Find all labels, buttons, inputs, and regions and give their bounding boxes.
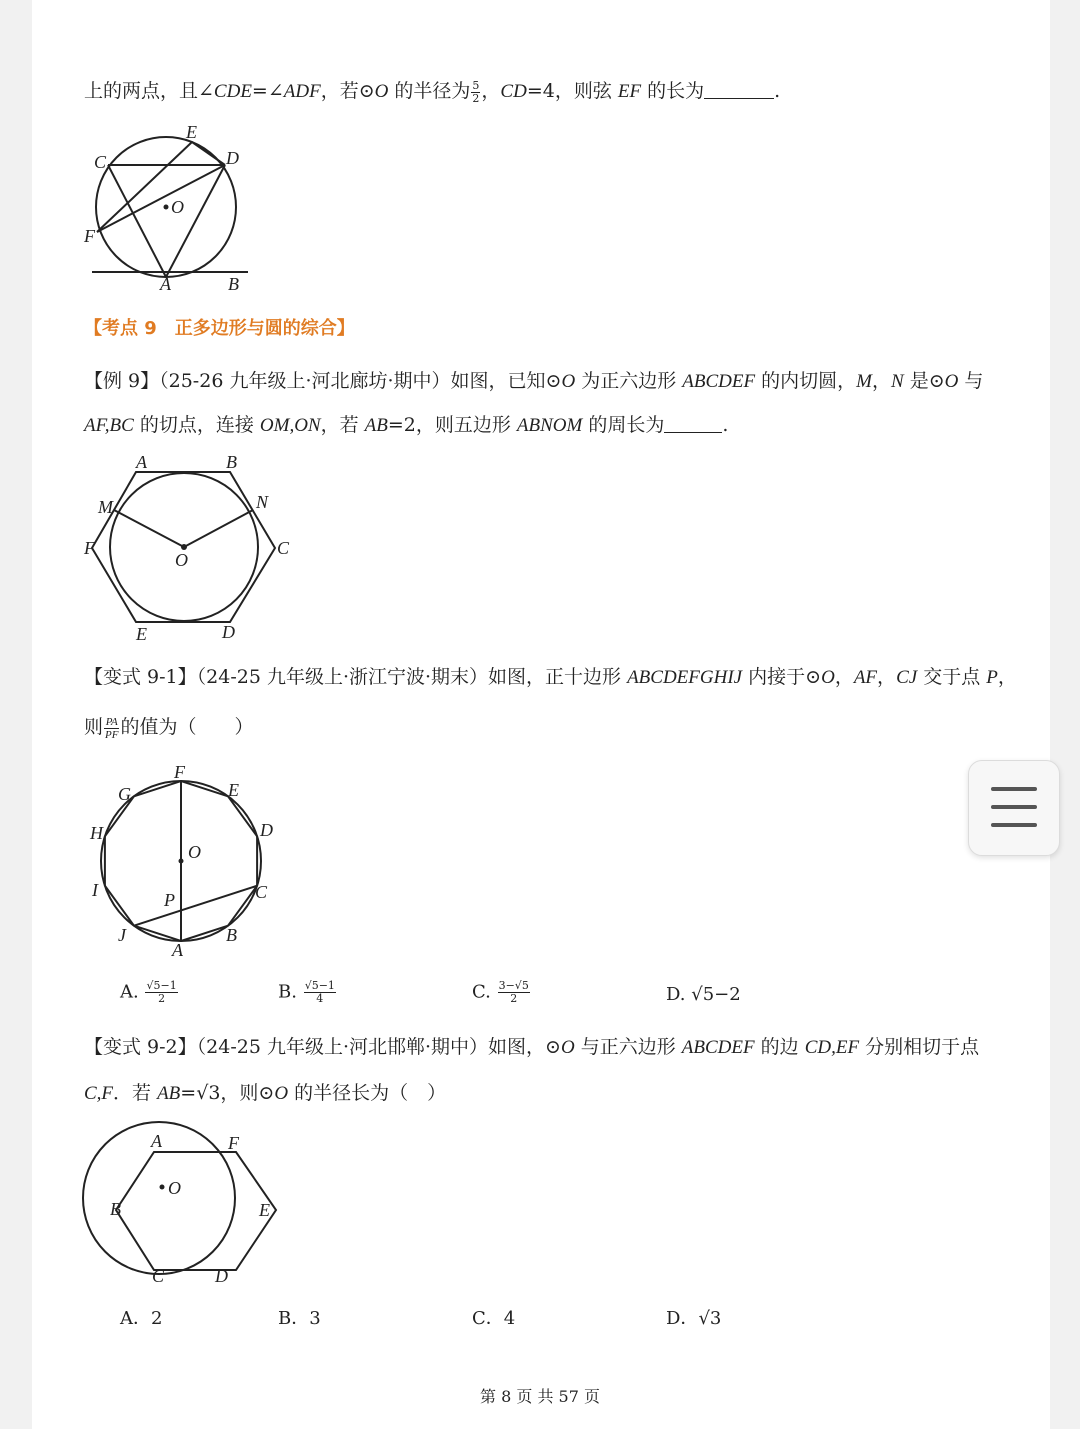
text: 内接于⊙ [742, 666, 822, 688]
text: O [821, 667, 835, 688]
option-c[interactable] [472, 980, 531, 1005]
label-g: G [118, 784, 131, 804]
hexagon-abcdef [116, 1152, 276, 1270]
text: 的半径长为（ ） [288, 1082, 447, 1104]
chord-da [166, 165, 225, 277]
text: =4，则弦 [526, 80, 618, 102]
answer-blank [704, 80, 774, 99]
answer-blank [664, 414, 722, 433]
text: AF [853, 667, 878, 688]
fraction [471, 80, 480, 105]
section-heading: 【考点 9 正多边形与圆的综合】 [84, 318, 355, 339]
label-c: C [94, 152, 107, 172]
option-c[interactable] [472, 1304, 515, 1330]
label-d: D [215, 1266, 228, 1286]
center-dot [160, 1185, 165, 1190]
segment-cj [134, 886, 257, 926]
segments-om-on [114, 510, 253, 547]
text: ABCDEF [682, 371, 756, 392]
text: AB [364, 415, 388, 436]
option-b[interactable] [278, 980, 337, 1005]
label-b: B [228, 274, 239, 294]
text: 交于点 [917, 666, 987, 688]
text: C,F [84, 1083, 114, 1104]
fraction [304, 980, 336, 1005]
text: O [944, 371, 959, 392]
option-a[interactable] [120, 1304, 162, 1330]
center-dot [179, 859, 184, 864]
denominator: 4 [316, 992, 324, 1005]
option-value: 2 [151, 1308, 163, 1329]
hamburger-icon [991, 823, 1037, 827]
fraction [498, 980, 530, 1005]
text: ABCDEFGHIJ [627, 667, 743, 688]
text: M [856, 371, 872, 392]
label-f: F [228, 1133, 239, 1153]
text: CD,EF [804, 1037, 860, 1058]
label-a: A [136, 452, 147, 472]
label-o: O [175, 550, 188, 570]
text: N [891, 371, 904, 392]
label-a: A [160, 274, 171, 294]
label-m: M [98, 497, 113, 517]
label-a: A [172, 940, 183, 960]
text: O [374, 81, 389, 102]
text: ABCDEF [681, 1037, 755, 1058]
question-8-tail [84, 78, 780, 105]
text: P [986, 667, 998, 688]
option-label: A. [120, 981, 139, 1003]
label-e: E [228, 780, 239, 800]
label-e: E [136, 624, 147, 644]
text: ，若 [320, 414, 365, 436]
text: ADF [283, 81, 321, 102]
text: 与正六边形 [574, 1036, 682, 1058]
numerator: 3−√5 [498, 979, 529, 992]
option-value: 4 [503, 1308, 516, 1329]
chord-df [97, 165, 225, 232]
text: ， [834, 666, 854, 688]
example-9-line1 [84, 368, 983, 395]
option-label: A． [120, 1308, 151, 1329]
label-i: I [92, 880, 98, 900]
center-dot [164, 205, 169, 210]
text: 分别相切于点 [859, 1036, 980, 1058]
option-label: D. [666, 984, 686, 1005]
text: 则 [84, 716, 104, 738]
option-label: B． [278, 1308, 310, 1329]
label-f: F [84, 538, 95, 558]
label-o: O [171, 197, 184, 217]
text: 的周长为 [582, 414, 665, 436]
text: ， [481, 80, 501, 102]
text: 的内切圆， [755, 370, 857, 392]
text: 的切点，连接 [133, 414, 260, 436]
label-d: D [260, 820, 273, 840]
label-h: H [90, 823, 103, 843]
text: O [561, 371, 576, 392]
option-d[interactable] [666, 1304, 721, 1330]
text: EF [617, 81, 642, 102]
text: =2，则五边形 [387, 414, 517, 436]
figure-circle-tangent [80, 120, 270, 300]
option-value: 3 [309, 1308, 321, 1329]
denominator: PF [105, 728, 119, 741]
text: 【例 9】（25-26 九年级上·河北廊坊·期中）如图，已知⊙ [84, 370, 562, 392]
fraction [145, 980, 177, 1005]
label-d: D [222, 622, 235, 642]
text: 上的两点，且∠ [84, 80, 214, 102]
figure-circle-hexagon-tangent [80, 1120, 300, 1295]
text: 【变式 9-1】（24-25 九年级上·浙江宁波·期末）如图，正十边形 [84, 666, 628, 688]
label-c: C [255, 882, 268, 902]
example-9-line2 [84, 412, 728, 439]
label-b: B [110, 1199, 121, 1219]
hamburger-icon [991, 787, 1037, 791]
figure-decagon [80, 758, 290, 968]
label-p: P [164, 890, 175, 910]
variant-9-2-line2 [84, 1080, 446, 1107]
label-a: A [151, 1131, 162, 1151]
fraction [104, 716, 119, 741]
text: ， [997, 666, 1017, 688]
text: CD [500, 81, 527, 102]
numerator: √5−1 [304, 979, 335, 992]
text: 【变式 9-2】（24-25 九年级上·河北邯郸·期中）如图，⊙ [84, 1036, 561, 1058]
denominator: 2 [510, 992, 518, 1005]
option-a[interactable] [120, 980, 179, 1005]
label-o: O [168, 1178, 181, 1198]
hamburger-icon [991, 805, 1037, 809]
label-j: J [118, 925, 126, 945]
text: CDE [213, 81, 252, 102]
text: AF,BC [84, 415, 134, 436]
label-c: C [277, 538, 290, 558]
page-footer: 第 8 页 共 57 页 [480, 1387, 600, 1406]
text: =∠ [251, 80, 284, 102]
text: =√3，则⊙ [180, 1082, 275, 1104]
text: CJ [896, 667, 918, 688]
label-e: E [186, 122, 197, 142]
text: . [774, 80, 781, 102]
text: 的值为（ ） [120, 716, 254, 738]
option-d[interactable] [666, 984, 741, 1005]
text: AB [157, 1083, 181, 1104]
label-c: C [152, 1266, 165, 1286]
menu-button[interactable] [968, 760, 1060, 856]
variant-9-1-line1 [84, 664, 1017, 691]
option-label: C. [472, 981, 491, 1003]
text: . [722, 414, 729, 436]
denominator: 2 [472, 91, 480, 105]
text: 的半径为 [388, 80, 471, 102]
option-label: C． [472, 1308, 504, 1329]
label-b: B [226, 925, 237, 945]
figure-hexagon-incircle [80, 450, 300, 650]
option-b[interactable] [278, 1304, 321, 1330]
numerator: √5−1 [146, 979, 177, 992]
text: 是⊙ [903, 370, 945, 392]
variant-9-1-line2 [84, 714, 253, 741]
text: 的长为 [641, 80, 705, 102]
text: ， [877, 666, 897, 688]
option-value: √5−2 [691, 984, 741, 1005]
text: 为正六边形 [575, 370, 683, 392]
text: O [274, 1083, 289, 1104]
text: 与 [958, 370, 984, 392]
option-value: √3 [698, 1308, 722, 1329]
option-label: B. [278, 981, 297, 1003]
text: O [560, 1037, 575, 1058]
chord-fe [97, 142, 192, 232]
chord-ed [192, 142, 225, 165]
variant-9-2-line1 [84, 1034, 979, 1061]
text: ．若 [113, 1082, 158, 1104]
text: OM,ON [259, 415, 321, 436]
label-b: B [226, 452, 237, 472]
label-e: E [259, 1200, 270, 1220]
label-f: F [84, 226, 95, 246]
label-n: N [256, 492, 269, 512]
text: ，若⊙ [320, 80, 375, 102]
text: 的边 [754, 1036, 805, 1058]
text: ABNOM [516, 415, 583, 436]
denominator: 2 [158, 992, 166, 1005]
label-d: D [226, 148, 239, 168]
label-f: F [174, 762, 185, 782]
numerator: PA [105, 715, 118, 728]
numerator: 5 [472, 78, 480, 92]
text: ， [871, 370, 891, 392]
label-o: O [188, 842, 201, 862]
option-label: D． [666, 1308, 699, 1329]
